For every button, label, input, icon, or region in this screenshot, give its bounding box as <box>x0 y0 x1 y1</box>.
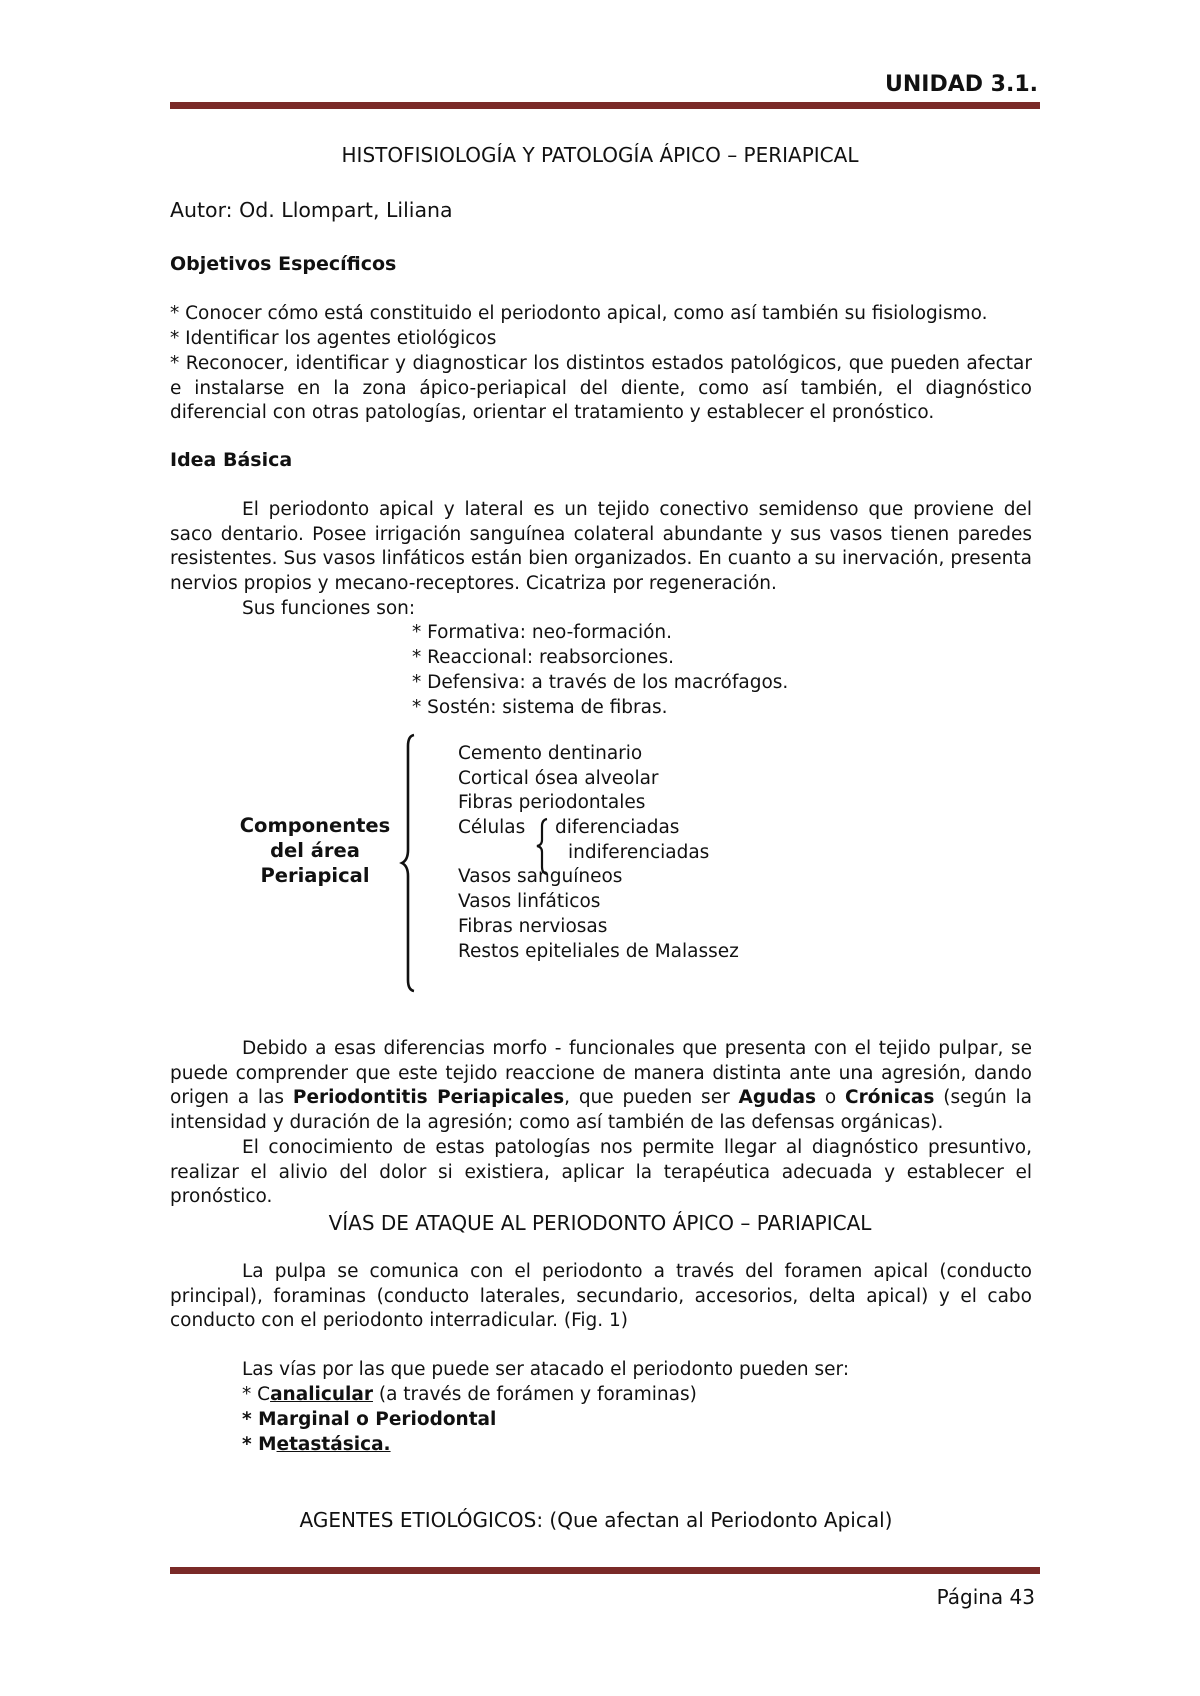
footer-rule <box>170 1567 1040 1574</box>
unit-label: UNIDAD 3.1. <box>884 72 1038 97</box>
vias-intro: Las vías por las que puede ser atacado el periodonto pueden ser: <box>242 1359 850 1380</box>
components-brace <box>398 732 426 994</box>
periodontitis-paragraph: Debido a esas diferencias morfo - funcionales que presenta con el tejido pulpar, se puede comprender que este tejido reaccione de manera distinta ante una agresión, dando origen a las Periodontitis Periapicales, que pueden ser Agudas o Crónicas (según la intensidad y duración de la agresión; como así también de las defensas orgánicas). <box>170 1038 1032 1133</box>
objectives-heading: Objetivos Específicos <box>170 253 397 275</box>
via-item-canalicular: * Canalicular (a través de forámen y foraminas) <box>242 1384 697 1405</box>
cells-brace <box>532 817 554 875</box>
periodontitis-term: Periodontitis Periapicales <box>292 1087 565 1109</box>
function-item: * Formativa: neo-formación. <box>412 622 673 643</box>
component-item: Vasos sanguíneos <box>458 866 623 888</box>
component-item: Cortical ósea alveolar <box>458 767 659 789</box>
function-item: * Reaccional: reabsorciones. <box>412 647 675 668</box>
vias-paragraph: La pulpa se comunica con el periodonto a través del foramen apical (conducto principal), foraminas (conducto laterales, secundario, accesorios, delta apical) y el cabo conducto con el periodonto interradicular. (Fig. 1) <box>170 1261 1032 1332</box>
component-item: Cemento dentinario <box>458 743 643 764</box>
idea-paragraph: El periodonto apical y lateral es un tejido conectivo semidenso que proviene del saco dentario. Posee irrigación sanguínea colateral abundante y sus vasos tienen paredes resistentes. Sus vasos linfáticos están bien organizados. En cuanto a su inervación, presenta nervios propios y mecano-receptores. Cicatriza por regeneración. <box>170 499 1032 594</box>
via-item-metastasica: * Metastásica. <box>242 1434 391 1455</box>
agents-heading: AGENTES ETIOLÓGICOS: (Que afectan al Periodonto Apical) <box>299 1508 893 1532</box>
objective-item: * Identificar los agentes etiológicos <box>170 328 497 349</box>
function-item: * Defensiva: a través de los macrófagos. <box>412 672 789 693</box>
header-rule <box>170 102 1040 109</box>
components-label: Componentes del área Periapical <box>239 814 391 887</box>
objective-item: * Reconocer, identificar y diagnosticar los distintos estados patológicos, que pueden afectar e instalarse en la zona ápico-periapical del diente, como así también, el diagnóstico diferencial con otras patologías, orientar el tratamiento y establecer el pronóstico. <box>170 353 1032 424</box>
component-item: Fibras periodontales <box>458 792 646 814</box>
function-item: * Sostén: sistema de fibras. <box>412 697 668 718</box>
via-item-marginal: * Marginal o Periodontal <box>242 1409 497 1430</box>
objective-item: * Conocer cómo está constituido el periodonto apical, como así también su fisiologismo. <box>170 303 988 324</box>
page-number: Página 43 <box>936 1585 1035 1609</box>
cell-type-item: indiferenciadas <box>568 841 710 863</box>
cronicas-term: Crónicas <box>845 1087 935 1109</box>
component-item: Células <box>458 817 526 839</box>
author-line: Autor: Od. Llompart, Liliana <box>170 198 453 222</box>
component-item: Vasos linfáticos <box>458 891 601 913</box>
cell-types-list <box>555 816 709 865</box>
agudas-term: Agudas <box>738 1087 816 1109</box>
functions-intro: Sus funciones son: <box>242 598 416 619</box>
cell-type-item: diferenciadas <box>555 817 680 838</box>
component-item: Restos epiteliales de Malassez <box>458 940 739 962</box>
idea-heading: Idea Básica <box>170 449 293 471</box>
component-item: Fibras nerviosas <box>458 915 608 937</box>
vias-heading: VÍAS DE ATAQUE AL PERIODONTO ÁPICO – PARIAPICAL <box>328 1211 872 1235</box>
diagnosis-paragraph: El conocimiento de estas patologías nos permite llegar al diagnóstico presuntivo, realizar el alivio del dolor si existiera, aplicar la terapéutica adecuada y establecer el pronóstico. <box>170 1137 1032 1208</box>
document-title: HISTOFISIOLOGÍA Y PATOLOGÍA ÁPICO – PERIAPICAL <box>341 143 859 167</box>
